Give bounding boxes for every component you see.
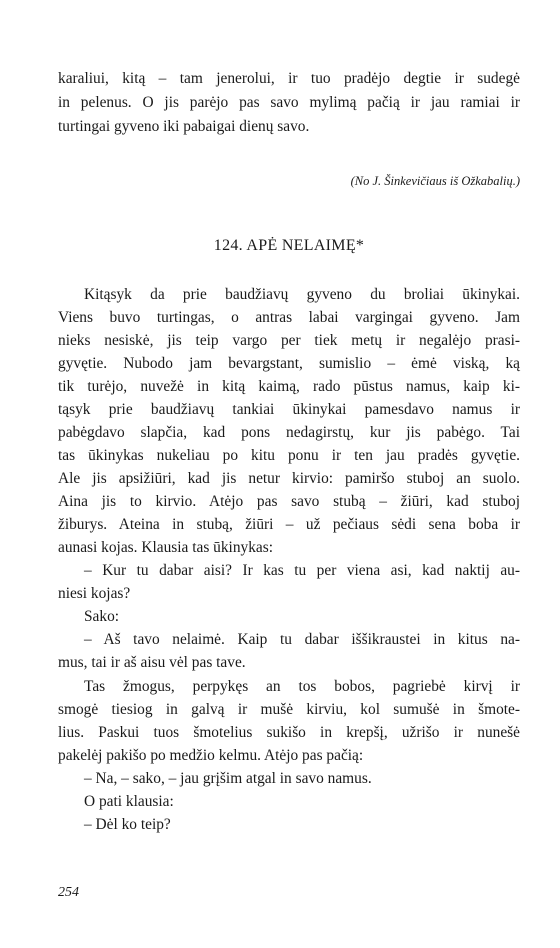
dialogue-line: – Na, – sako, – jau grįšim atgal in savo namus. (84, 770, 372, 787)
text-line: Viens buvo turtingas, o antras labai vargingai gyveno. Jam (58, 309, 520, 326)
text-line: mus, tai ir aš aisu vėl pas tave. (58, 654, 246, 671)
text-line: niesi kojas? (58, 585, 131, 602)
text-line: tik turėjo, nuvežė in kitą kaimą, rado pūstus namus, kaip ki- (58, 378, 520, 395)
text-line: Sako: (84, 608, 120, 625)
text-line: pakelėj pakišo po medžio kelmu. Atėjo pas pačią: (58, 747, 364, 764)
text-line: Tas žmogus, perpykęs an tos bobos, pagriebė kirvį ir (84, 678, 520, 695)
text-line: turtingai gyveno iki pabaigai dienų savo. (58, 118, 310, 135)
text-line: in pelenus. O jis parėjo pas savo mylimą pačią ir jau ramiai ir (58, 94, 520, 111)
page-number: 254 (58, 885, 79, 900)
dialogue-line: – Kur tu dabar aisi? Ir kas tu per viena asi, kad naktij au- (84, 562, 520, 579)
text-line: O pati klausia: (84, 793, 174, 810)
text-line: tas ūkinykas nukeliau po kitu ponu ir ten jau pradės gyvętie. (58, 447, 520, 464)
text-line: tąsyk prie baudžiavų tankiai ūkinykai pamesdavo namus ir (58, 401, 520, 418)
text-line: žiburys. Ateina in stubą, žiūri – už pečiaus sėdi sena boba ir (58, 516, 520, 533)
text-line: smogė tiesiog in galvą ir mušė kirviu, kol sumušė in šmote- (58, 701, 520, 718)
text-line: Ale jis apsižiūri, kad jis netur kirvio: pamiršo stuboj an suolo. (58, 470, 520, 487)
text-line: nieks nesiskė, jis teip vargo per tiek metų ir negalėjo prasi- (58, 332, 520, 349)
story-heading: 124. APĖ NELAIMĘ* (213, 237, 365, 254)
text-line: pabėgdavo slapčia, kad pons nedagirstų, kur jis pabėgo. Tai (58, 424, 520, 441)
dialogue-line: – Aš tavo nelaimė. Kaip tu dabar iššikraustei in kitus na- (84, 631, 520, 648)
text-line: lius. Paskui tuos šmotelius sukišo in krepšį, užrišo ir nunešė (58, 724, 520, 741)
text-line: Kitąsyk da prie baudžiavų gyveno du broliai ūkinykai. (84, 286, 520, 303)
text-line: aunasi kojas. Klausia tas ūkinykas: (58, 539, 274, 556)
book-page (58, 0, 520, 948)
dialogue-line: – Dėl ko teip? (84, 816, 171, 833)
source-attribution: (No J. Šinkevičiaus iš Ožkabalių.) (350, 174, 520, 188)
text-line: karaliui, kitą – tam jenerolui, ir tuo pradėjo degtie ir sudegė (58, 70, 520, 87)
text-line: gyvętie. Nubodo jam bevargstant, sumislio – ėmė viską, ką (58, 355, 520, 372)
text-line: Aina jis to kirvio. Atėjo pas savo stubą – žiūri, kad stuboj (58, 493, 520, 510)
